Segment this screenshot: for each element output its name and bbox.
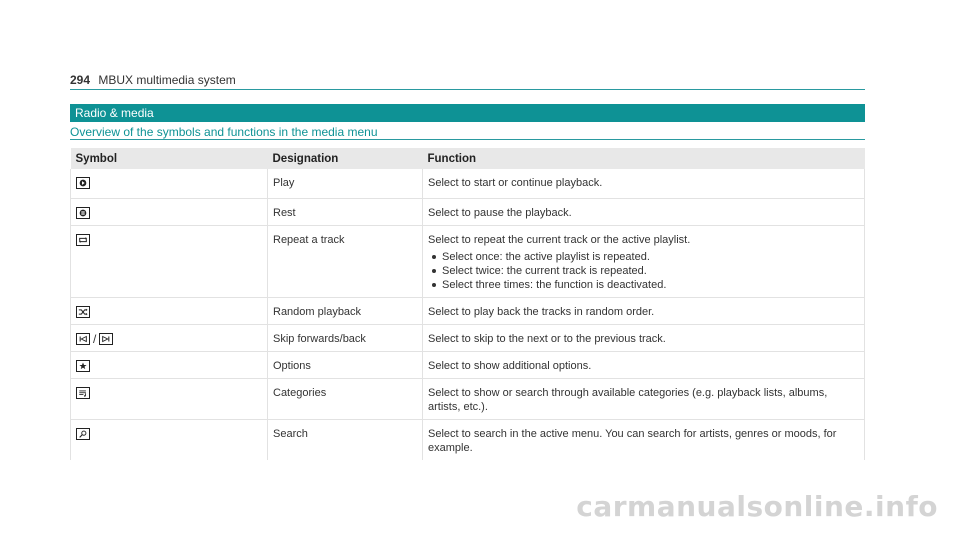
function-cell — [423, 225, 865, 297]
designation-cell: Rest — [268, 198, 423, 225]
column-header-symbol: Symbol — [71, 148, 268, 169]
search-icon — [76, 428, 90, 440]
table-row — [71, 297, 865, 324]
page-header-title: MBUX multimedia system — [98, 73, 236, 87]
section-title-bar: Radio & media — [70, 104, 865, 122]
table-row — [71, 378, 865, 419]
separator-slash: / — [93, 331, 97, 346]
list-item: Select once: the active playlist is repeated. — [442, 250, 859, 264]
table-row — [71, 351, 865, 378]
table-row — [71, 225, 865, 297]
designation-cell: Search — [268, 419, 423, 460]
function-cell: Select to play back the tracks in random order. — [423, 297, 865, 324]
function-cell: Select to show or search through available categories (e.g. playback lists, albums, artists, etc.). — [423, 378, 865, 419]
function-cell: Select to start or continue playback. — [423, 169, 865, 198]
function-cell: Select to pause the playback. — [423, 198, 865, 225]
star-icon — [76, 360, 90, 372]
table-header-row — [71, 148, 865, 169]
list-item: Select three times: the function is deactivated. — [442, 278, 859, 292]
table-row — [71, 169, 865, 198]
list-item: Select twice: the current track is repeated. — [442, 264, 859, 278]
skip-forward-icon — [99, 333, 113, 345]
designation-cell: Categories — [268, 378, 423, 419]
table-row — [71, 198, 865, 225]
designation-cell: Repeat a track — [268, 225, 423, 297]
pause-icon — [76, 207, 90, 219]
repeat-icon — [76, 234, 90, 246]
function-text: Select to repeat the current track or the active playlist. — [428, 233, 691, 246]
watermark: carmanualsonline.info — [576, 490, 938, 523]
function-cell: Select to show additional options. — [423, 351, 865, 378]
column-header-function: Function — [423, 148, 865, 169]
designation-cell: Skip forwards/back — [268, 324, 423, 351]
page-number: 294 — [70, 73, 91, 87]
designation-cell: Play — [268, 169, 423, 198]
column-header-designation: Designation — [268, 148, 423, 169]
symbols-table — [70, 148, 865, 460]
function-cell: Select to skip to the next or to the previous track. — [423, 324, 865, 351]
subsection-title: Overview of the symbols and functions in the media menu — [70, 127, 865, 140]
shuffle-icon — [76, 306, 90, 318]
table-row — [71, 324, 865, 351]
designation-cell: Options — [268, 351, 423, 378]
function-cell: Select to search in the active menu. You can search for artists, genres or moods, for example. — [423, 419, 865, 460]
bullet-list — [428, 250, 859, 292]
table-row — [71, 419, 865, 460]
page-header — [70, 73, 865, 90]
categories-icon — [76, 387, 90, 399]
play-icon — [76, 177, 90, 189]
skip-back-icon — [76, 333, 90, 345]
designation-cell: Random playback — [268, 297, 423, 324]
